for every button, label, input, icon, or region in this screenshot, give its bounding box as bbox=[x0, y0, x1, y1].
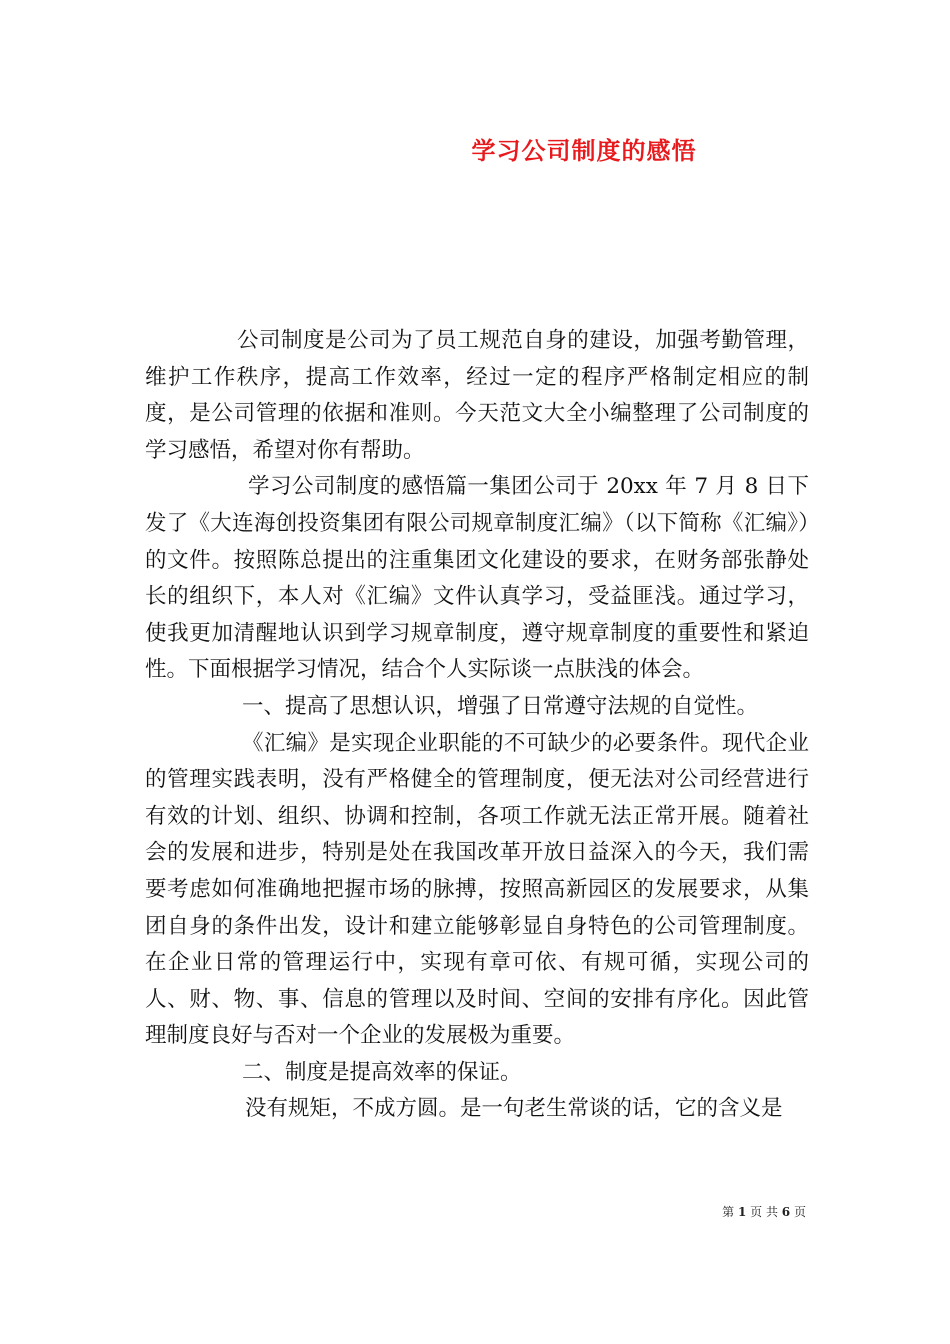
footer-middle: 页 共 bbox=[750, 1205, 778, 1219]
document-title: 学习公司制度的感悟 bbox=[471, 136, 697, 165]
paragraph-intro: 公司制度是公司为了员工规范自身的建设，加强考勤管理，维护工作秩序，提高工作效率，经过一定的程序严格制定相应的制度，是公司管理的依据和准则。今天范文大全小编整理了公司制度的学习感悟，希望对你有帮助。 bbox=[145, 328, 809, 463]
paragraph-huibian: 《汇编》是实现企业职能的不可缺少的必要条件。现代企业的管理实践表明，没有严格健全的管理制度，便无法对公司经营进行有效的计划、组织、协调和控制，各项工作就无法正常开展。随着社会的发展和进步，特别是处在我国改革开放日益深入的今天，我们需要考虑如何准确地把握市场的脉搏，按照高新园区的发展要求，从集团自身的条件出发，设计和建立能够彰显自身特色的公司管理制度。在企业日常的管理运行中，实现有章可依、有规可循，实现公司的人、财、物、事、信息的管理以及时间、空间的安排有序化。因此管理制度良好与否对一个企业的发展极为重要。 bbox=[145, 730, 809, 1049]
section-heading-one: 一、提高了思想认识，增强了日常遵守法规的自觉性。 bbox=[242, 693, 759, 719]
page-footer bbox=[722, 1204, 806, 1220]
paragraph-rules: 没有规矩，不成方圆。是一句老生常谈的话，它的含义是 bbox=[245, 1096, 783, 1122]
paragraph-part-one: 学习公司制度的感悟篇一集团公司于 20xx 年 7 月 8 日下发了《大连海创投资集团有限公司规章制度汇编》（以下简称《汇编》）的文件。按照陈总提出的注重集团文化建设的要求，在财务部张静处长的组织下，本人对《汇编》文件认真学习，受益匪浅。通过学习，使我更加清醒地认识到学习规章制度，遵守规章制度的重要性和紧迫性。下面根据学习情况，结合个人实际谈一点肤浅的体会。 bbox=[145, 474, 809, 683]
section-heading-two: 二、制度是提高效率的保证。 bbox=[242, 1059, 522, 1085]
footer-suffix: 页 bbox=[793, 1205, 806, 1219]
footer-prefix: 第 bbox=[722, 1205, 735, 1219]
total-page-number: 6 bbox=[781, 1205, 791, 1219]
current-page-number: 1 bbox=[737, 1205, 747, 1219]
document-body bbox=[145, 323, 809, 1128]
